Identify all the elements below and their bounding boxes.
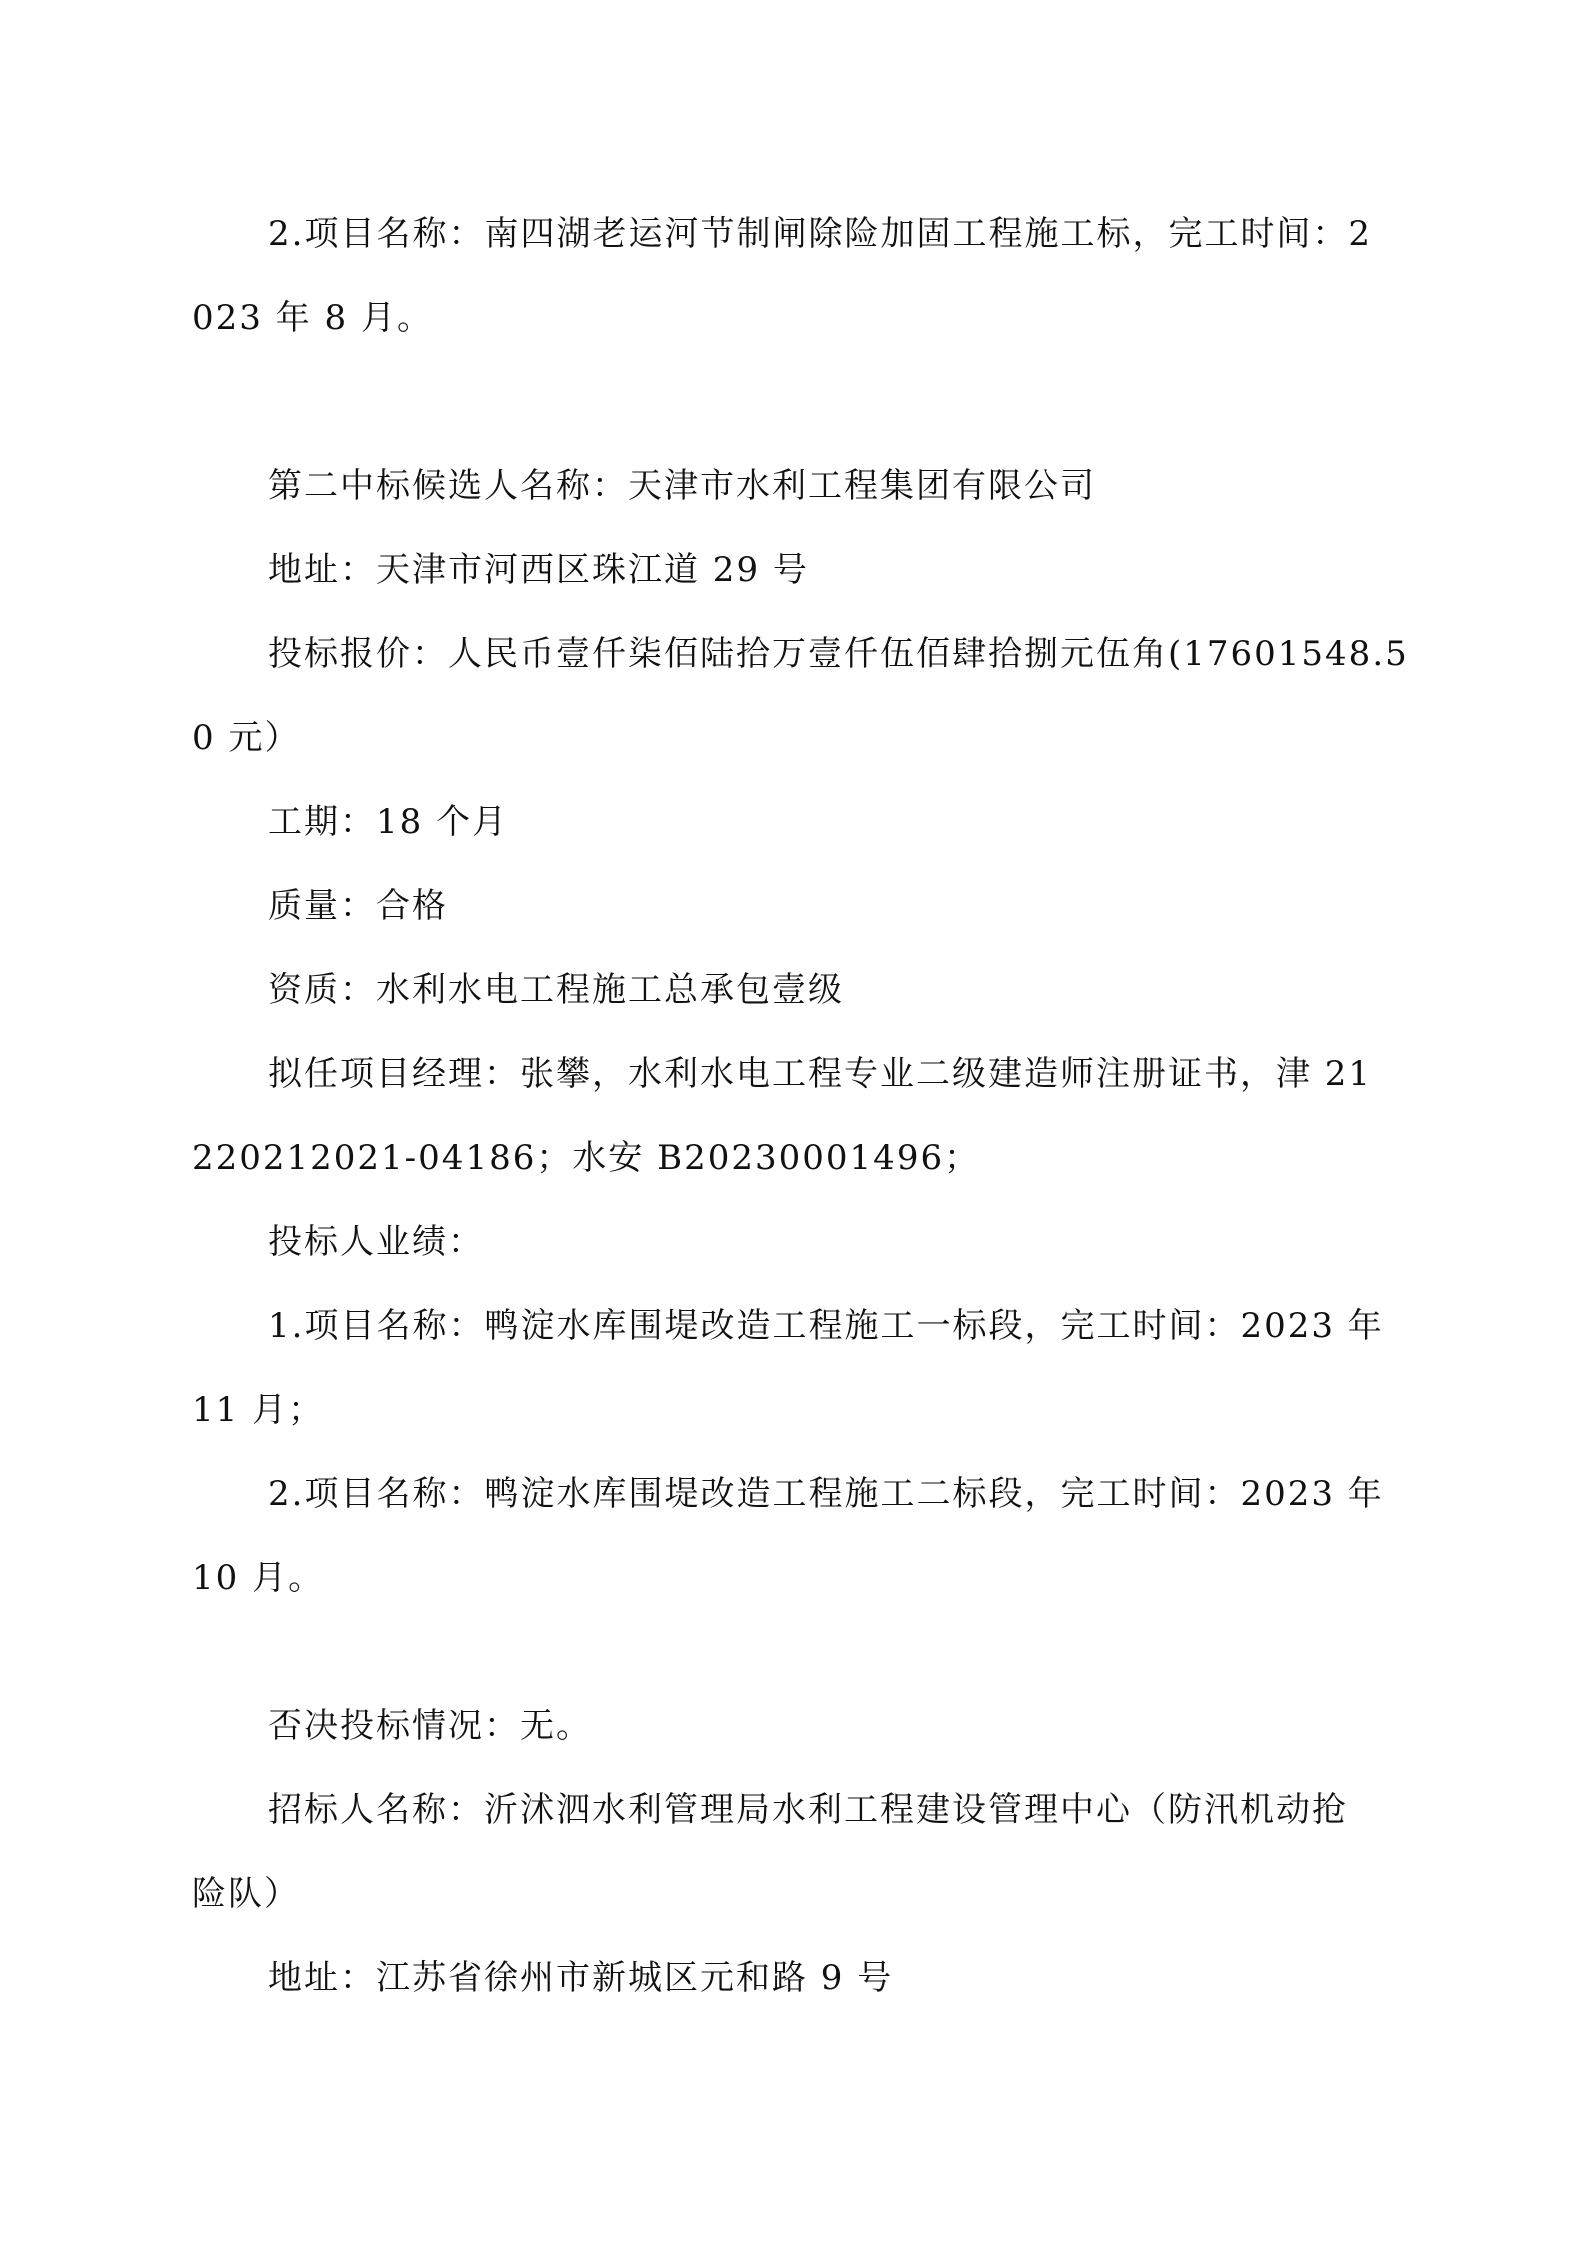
project-manager-line-1: 拟任项目经理：张攀，水利水电工程专业二级建造师注册证书，津 21 <box>268 1054 1373 1094</box>
tenderer-name-line-2: 险队） <box>192 1874 300 1914</box>
performance-b-item-1-line-2: 11 月； <box>192 1390 325 1430</box>
tenderer-name-line-1: 招标人名称：沂沭泗水利管理局水利工程建设管理中心（防汛机动抢 <box>268 1790 1348 1830</box>
quality: 质量：合格 <box>268 886 448 926</box>
bidder-performance-heading: 投标人业绩： <box>268 1222 484 1262</box>
rejected-bids: 否决投标情况：无。 <box>268 1706 592 1746</box>
performance-item-2-line-2: 023 年 8 月。 <box>192 298 433 338</box>
qualification: 资质：水利水电工程施工总承包壹级 <box>268 970 844 1010</box>
bid-price-line-1: 投标报价：人民币壹仟柒佰陆拾万壹仟伍佰肆拾捌元伍角(17601548.5 <box>268 634 1409 674</box>
tenderer-address: 地址：江苏省徐州市新城区元和路 9 号 <box>268 1958 894 1998</box>
performance-b-item-2-line-2: 10 月。 <box>192 1558 325 1598</box>
performance-b-item-2-line-1: 2.项目名称：鸭淀水库围堤改造工程施工二标段，完工时间：2023 年 <box>268 1474 1384 1514</box>
performance-b-item-1-line-1: 1.项目名称：鸭淀水库围堤改造工程施工一标段，完工时间：2023 年 <box>268 1306 1384 1346</box>
construction-period: 工期：18 个月 <box>268 802 509 842</box>
performance-item-2-line-1: 2.项目名称：南四湖老运河节制闸除险加固工程施工标，完工时间：2 <box>268 214 1373 254</box>
second-candidate-name: 第二中标候选人名称：天津市水利工程集团有限公司 <box>268 466 1096 506</box>
second-candidate-address: 地址：天津市河西区珠江道 29 号 <box>268 550 809 590</box>
project-manager-line-2: 220212021-04186；水安 B20230001496； <box>192 1138 981 1178</box>
bid-price-line-2: 0 元） <box>192 718 301 758</box>
